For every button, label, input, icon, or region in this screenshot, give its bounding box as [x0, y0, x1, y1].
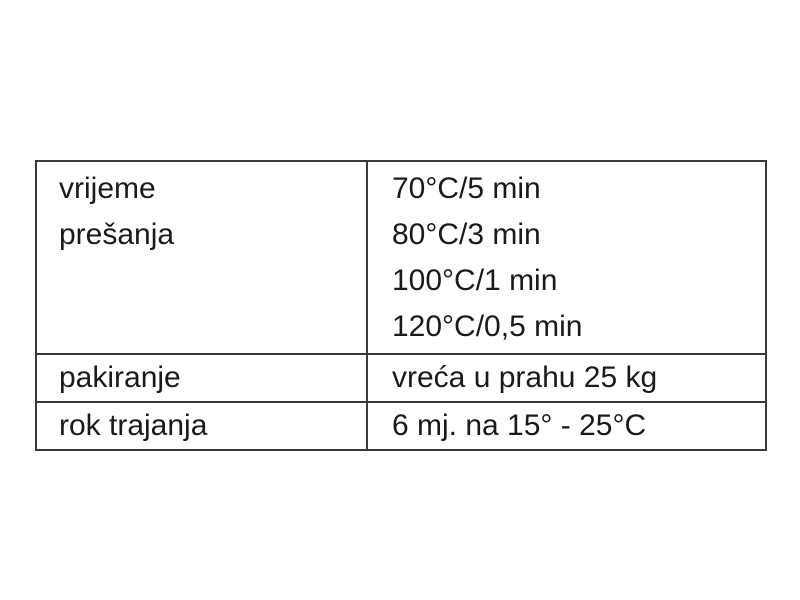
row-value-line: 100°C/1 min	[392, 264, 558, 297]
row-value-line: 70°C/5 min	[392, 172, 541, 205]
table-row-packaging	[36, 354, 766, 402]
table-row-pressing-time	[36, 161, 766, 354]
row-label-line: rok trajanja	[59, 409, 208, 442]
row-value-line: vreća u prahu 25 kg	[392, 361, 658, 394]
value-cell	[367, 161, 766, 354]
label-cell	[36, 354, 367, 402]
row-value-line: 6 mj. na 15° - 25°C	[392, 409, 647, 442]
spec-table	[35, 160, 767, 451]
value-cell	[367, 402, 766, 450]
label-cell	[36, 402, 367, 450]
table-row-shelf-life	[36, 402, 766, 450]
label-cell	[36, 161, 367, 354]
row-value-line: 120°C/0,5 min	[392, 310, 583, 343]
row-value-line: 80°C/3 min	[392, 218, 541, 251]
row-label-line: prešanja	[59, 218, 175, 251]
value-cell	[367, 354, 766, 402]
row-label-line: pakiranje	[59, 361, 181, 394]
row-label-line: vrijeme	[59, 172, 156, 205]
